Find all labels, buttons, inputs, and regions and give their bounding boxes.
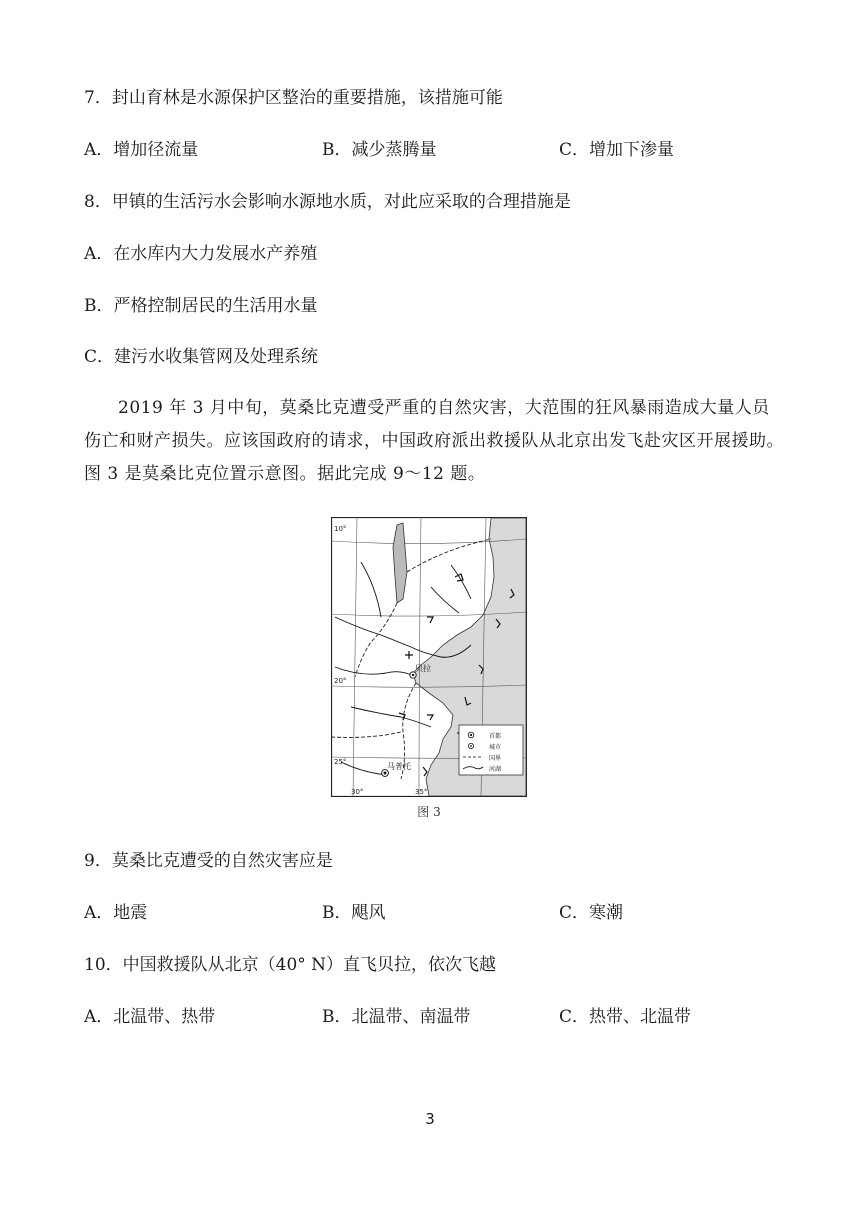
- question-9-stem: 9．莫桑比克遭受的自然灾害应是: [84, 851, 333, 871]
- beira-label: 贝拉: [415, 664, 431, 673]
- legend-capital-label: 首都: [489, 733, 502, 740]
- question-9-option-a: A．地震: [84, 903, 148, 923]
- question-9-option-c: C．寒潮: [559, 903, 624, 923]
- beira-city-dot: [412, 674, 414, 676]
- lat-label-20: 20°: [334, 677, 347, 685]
- lon-label-30: 30°: [351, 788, 364, 796]
- legend-city-label: 城市: [489, 744, 502, 751]
- map-legend: [459, 725, 523, 775]
- question-9-option-b: B．飓风: [322, 903, 386, 923]
- page-number: 3: [425, 1110, 435, 1128]
- figure-caption: 图 3: [417, 805, 441, 819]
- question-7-stem: 7．封山育林是水源保护区整治的重要措施，该措施可能: [84, 88, 503, 108]
- question-10-option-c: C．热带、北温带: [559, 1007, 692, 1027]
- legend-river-label: 河湖: [489, 766, 502, 773]
- question-7-option-a: A．增加径流量: [84, 140, 199, 160]
- legend-border-label: 国界: [489, 755, 502, 762]
- question-10-option-b: B．北温带、南温带: [322, 1007, 471, 1027]
- question-7-option-b: B．减少蒸腾量: [322, 140, 437, 160]
- question-8-option-c: C．建污水收集管网及处理系统: [84, 347, 319, 367]
- maputo-label: 马普托: [387, 762, 411, 771]
- mozambique-map-svg: [331, 517, 527, 797]
- question-8-stem: 8．甲镇的生活污水会影响水源地水质，对此应采取的合理措施是: [84, 192, 571, 212]
- mozambique-map: [331, 517, 527, 797]
- question-10-option-a: A．北温带、热带: [84, 1007, 216, 1027]
- question-10-stem: 10．中国救援队从北京（40° N）直飞贝拉，依次飞越: [84, 955, 497, 975]
- lon-label-35: 35°: [415, 788, 428, 796]
- passage-paragraph: 2019 年 3 月中旬，莫桑比克遭受严重的自然灾害，大范围的狂风暴雨造成大量人员伤亡和财产损失。应该国政府的请求，中国政府派出救援队从北京出发飞赴灾区开展援助。图 3 是莫桑比克位置示意图。据此完成 9～12 题。: [84, 398, 784, 484]
- question-8-option-b: B．严格控制居民的生活用水量: [84, 296, 318, 316]
- question-8-option-a: A．在水库内大力发展水产养殖: [84, 244, 318, 264]
- lat-label-25: 25°: [334, 758, 347, 766]
- maputo-capital-dot: [384, 772, 387, 775]
- question-7-option-c: C．增加下渗量: [559, 140, 675, 160]
- lat-label-10: 10°: [334, 525, 347, 533]
